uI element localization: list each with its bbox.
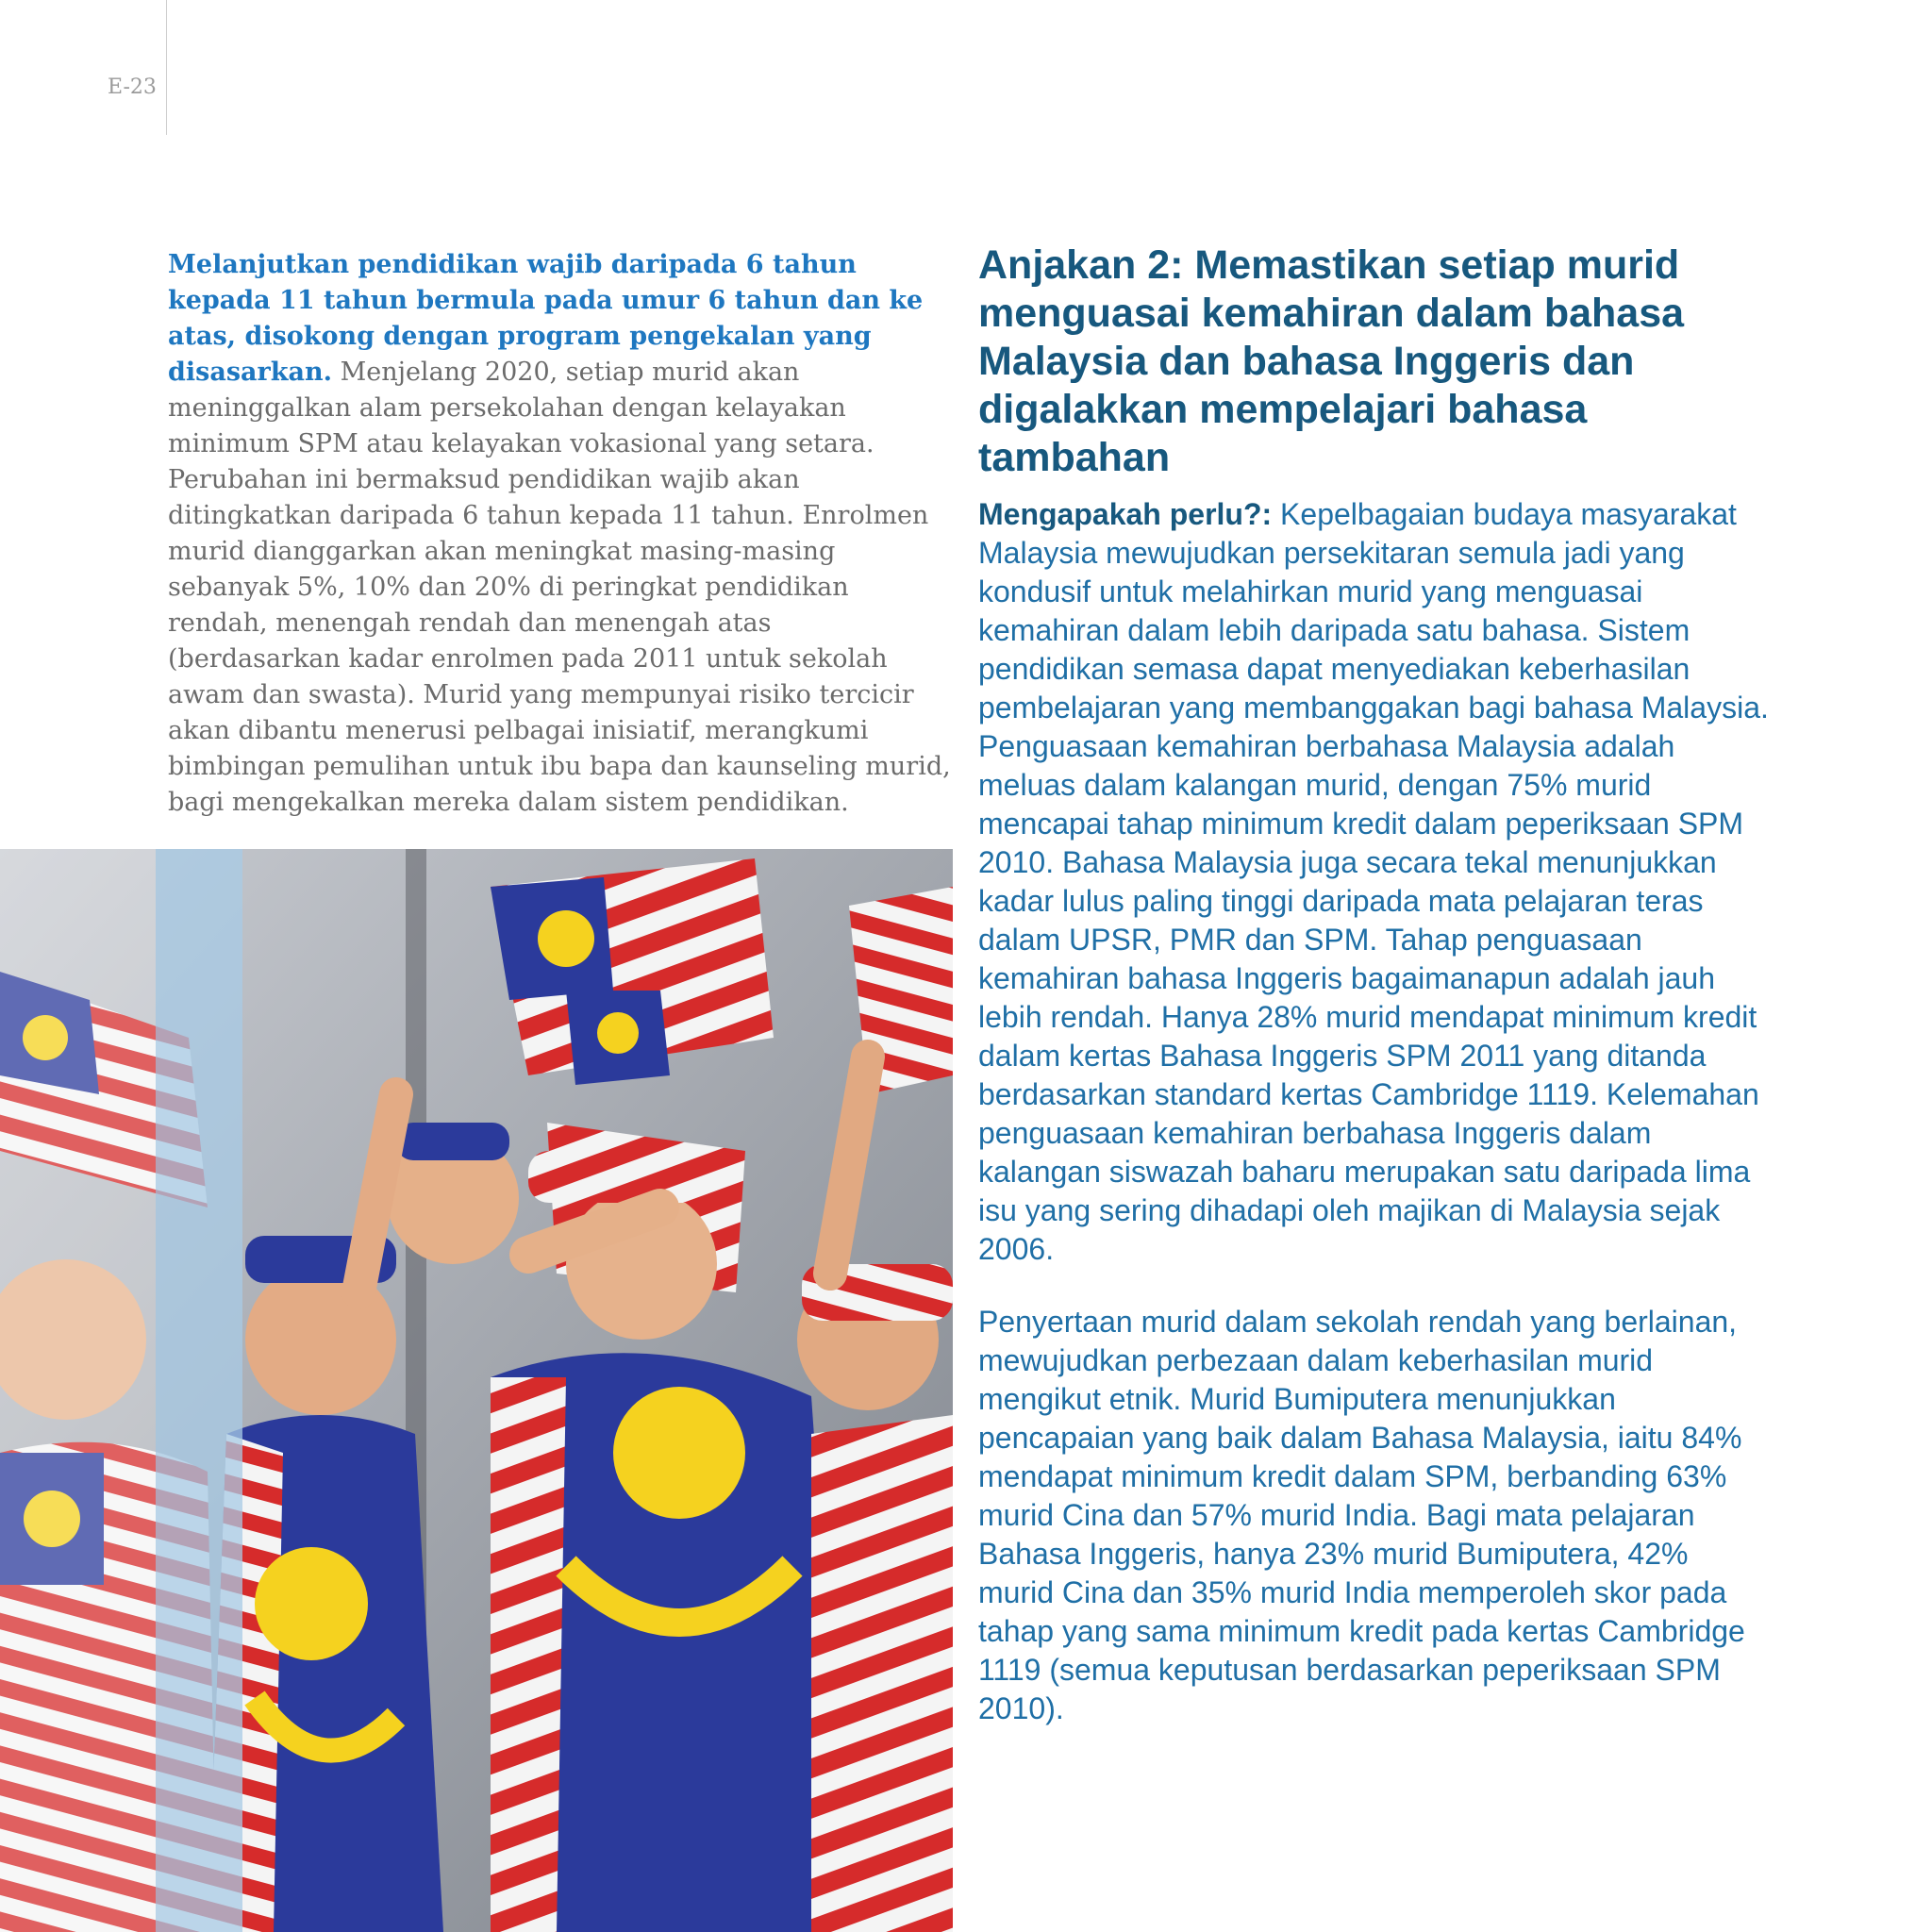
paragraph-why-needed bbox=[978, 495, 1771, 1269]
right-column bbox=[978, 242, 1771, 1728]
left-body-text: Menjelang 2020, setiap murid akan meninggalkan alam persekolahan dengan kelayakan minimum SPM atau kelayakan vokasional yang setara. Perubahan ini bermaksud pendidikan wajib akan ditingkatkan daripada 6 tahun kepada 11 tahun. Enrolmen murid dianggarkan akan meningkat masing-masing sebanyak 5%, 10% dan 20% di peringkat pendidikan rendah, menengah rendah dan menengah atas (berdasarkan kadar enrolmen pada 2011 untuk sekolah awam dan swasta). Murid yang mempunyai risiko tercicir akan dibantu menerusi pelbagai inisiatif, merangkumi bimbingan pemulihan untuk ibu bapa dan kaunseling murid, bagi mengekalkan mereka dalam sistem pendidikan. bbox=[168, 358, 951, 817]
children-waving-malaysian-flags-photo-icon bbox=[0, 849, 953, 1932]
paragraph-ethnic-outcomes: Penyertaan murid dalam sekolah rendah yang berlainan, mewujudkan perbezaan dalam keberhasilan murid mengikut etnik. Murid Bumiputera menunjukkan pencapaian yang baik dalam Bahasa Malaysia, iaitu 84% mendapat minimum kredit dalam SPM, berbanding 63% murid Cina dan 57% murid India. Bagi mata pelajaran Bahasa Inggeris, hanya 23% murid Bumiputera, 42% murid Cina dan 35% murid India memperoleh skor pada tahap yang sama minimum kredit pada kertas Cambridge 1119 (semua keputusan berdasarkan peperiksaan SPM 2010). bbox=[978, 1305, 1745, 1725]
header-divider bbox=[166, 0, 167, 135]
section-heading: Anjakan 2: Memastikan setiap murid menguasai kemahiran dalam bahasa Malaysia dan bahasa Inggeris dan digalakkan mempelajari bahasa tambahan bbox=[978, 242, 1685, 480]
left-column-text bbox=[168, 247, 951, 821]
page-number: E-23 bbox=[108, 75, 157, 99]
children-flags-photo bbox=[0, 849, 953, 1932]
left-lead-text: Melanjutkan pendidikan wajib daripada 6 tahun kepada 11 tahun bermula pada umur 6 tahun dan ke atas, disokong dengan program pengekalan yang disasarkan. bbox=[168, 250, 924, 387]
paragraph-lead: Mengapakah perlu?: bbox=[978, 497, 1273, 531]
paragraph-body: Kepelbagaian budaya masyarakat Malaysia mewujudkan persekitaran semula jadi yang kondusif untuk melahirkan murid yang menguasai kemahiran dalam lebih daripada satu bahasa. Sistem pendidikan semasa dapat menyediakan keberhasilan pembelajaran yang membanggakan bagi bahasa Malaysia. Penguasaan kemahiran berbahasa Malaysia adalah meluas dalam kalangan murid, dengan 75% murid mencapai tahap minimum kredit dalam peperiksaan SPM 2010. Bahasa Malaysia juga secara tekal menunjukkan kadar lulus paling tinggi daripada mata pelajaran teras dalam UPSR, PMR dan SPM. Tahap penguasaan kemahiran bahasa Inggeris bagaimanapun adalah jauh lebih rendah. Hanya 28% murid mendapat minimum kredit dalam kertas Bahasa Inggeris SPM 2011 yang ditanda berdasarkan standard kertas Cambridge 1119. Kelemahan penguasaan kemahiran berbahasa Inggeris dalam kalangan siswazah baharu merupakan satu daripada lima isu yang sering dihadapi oleh majikan di Malaysia sejak 2006. bbox=[978, 497, 1769, 1266]
